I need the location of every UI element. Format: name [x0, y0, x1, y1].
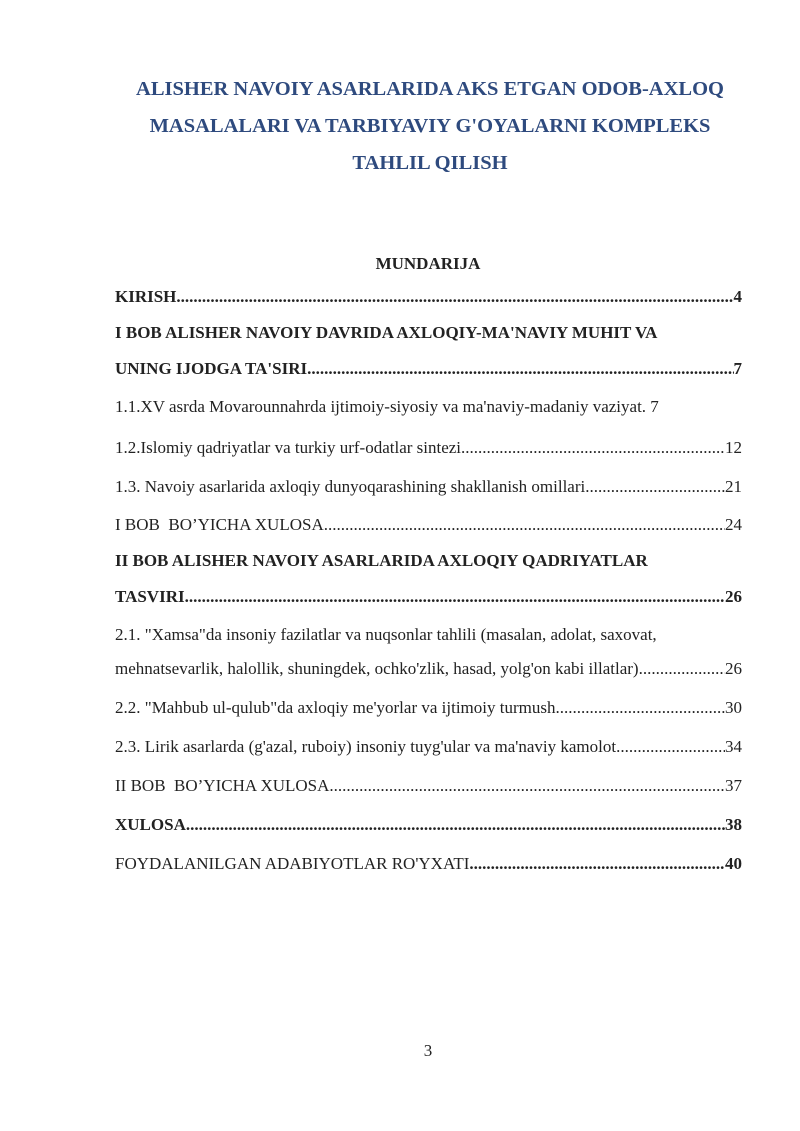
- toc-entry-kirish[interactable]: [115, 283, 742, 307]
- leader-dots: [616, 737, 725, 757]
- title-line-3: TAHLIL QILISH: [352, 152, 508, 174]
- toc-section-2-3[interactable]: [115, 733, 742, 757]
- toc-section-2-2[interactable]: [115, 694, 742, 718]
- toc-entry-title: FOYDALANILGAN ADABIYOTLAR RO'YXATI: [115, 854, 470, 873]
- toc-entry-page: 7: [733, 359, 742, 378]
- leader-dots: [329, 776, 725, 796]
- toc-heading: MUNDARIJA: [375, 254, 481, 273]
- toc-entry-page: 4: [733, 287, 742, 306]
- leader-dots: [585, 477, 725, 497]
- toc-entry-page: 26: [725, 587, 742, 606]
- toc-chapter-2-title[interactable]: II BOB ALISHER NAVOIY ASARLARIDA AXLOQIY QADRIYATLAR: [115, 551, 648, 570]
- leader-dots: [186, 815, 725, 835]
- toc-entry-title: UNING IJODGA TA'SIRI: [115, 359, 308, 378]
- toc-entry-title: I BOB BO’YICHA XULOSA: [115, 515, 324, 534]
- toc-section-1-3[interactable]: [115, 473, 742, 497]
- toc-entry-title: TASVIRI: [115, 587, 185, 606]
- toc-section-1-1[interactable]: 1.1.XV asrda Movarounnahrda ijtimoiy-siyosiy va ma'naviy-madaniy vaziyat. 7: [115, 397, 659, 416]
- toc-entry-title: mehnatsevarlik, halollik, shuningdek, ochko'zlik, hasad, yolg'on kabi illatlar): [115, 659, 639, 678]
- toc-entry-title: 1.2.Islomiy qadriyatlar va turkiy urf-odatlar sintezi: [115, 438, 462, 457]
- document-title: [100, 71, 760, 182]
- title-line-1: ALISHER NAVOIY ASARLARIDA AKS ETGAN ODOB-AXLOQ: [136, 78, 724, 100]
- leader-dots: [555, 698, 725, 718]
- toc-chapter-1-summary[interactable]: [115, 511, 742, 535]
- toc-entry-xulosa[interactable]: [115, 811, 742, 835]
- toc-entry-references[interactable]: [115, 850, 742, 874]
- toc-entry-page: 12: [725, 438, 742, 457]
- leader-dots: [307, 359, 733, 379]
- toc-chapter-1[interactable]: [115, 355, 742, 379]
- toc-entry-page: 26: [725, 659, 742, 678]
- leader-dots: [461, 438, 725, 458]
- toc-section-1-2[interactable]: [115, 434, 742, 458]
- leader-dots: [185, 587, 725, 607]
- page-number: 3: [423, 1041, 433, 1060]
- leader-dots: [176, 287, 733, 307]
- toc-entry-page: 34: [725, 737, 742, 756]
- toc-chapter-2-summary[interactable]: [115, 772, 742, 796]
- leader-dots: [469, 854, 725, 874]
- toc-entry-page: 40: [725, 854, 742, 873]
- toc-entry-title: 2.2. "Mahbub ul-qulub"da axloqiy me'yorlar va ijtimoiy turmush: [115, 698, 556, 717]
- toc-entry-title: II BOB BO’YICHA XULOSA: [115, 776, 330, 795]
- toc-chapter-1-title[interactable]: I BOB ALISHER NAVOIY DAVRIDA AXLOQIY-MA'NAVIY MUHIT VA: [115, 323, 658, 342]
- toc-entry-title: 2.3. Lirik asarlarda (g'azal, ruboiy) insoniy tuyg'ular va ma'naviy kamolot: [115, 737, 617, 756]
- toc-entry-page: 37: [725, 776, 742, 795]
- toc-entry-title: XULOSA: [115, 815, 186, 834]
- title-line-2: MASALALARI VA TARBIYAVIY G'OYALARNI KOMPLEKS: [149, 115, 711, 137]
- toc-entry-title: 1.3. Navoiy asarlarida axloqiy dunyoqarashining shakllanish omillari: [115, 477, 586, 496]
- leader-dots: [324, 515, 725, 535]
- leader-dots: [639, 659, 725, 679]
- toc-entry-page: 38: [725, 815, 742, 834]
- toc-entry-page: 21: [725, 477, 742, 496]
- toc-entry-page: 24: [725, 515, 742, 534]
- toc-section-2-1[interactable]: [115, 655, 742, 679]
- toc-section-2-1-title[interactable]: 2.1. "Xamsa"da insoniy fazilatlar va nuqsonlar tahlili (masalan, adolat, saxovat,: [115, 625, 657, 644]
- toc-chapter-2[interactable]: [115, 583, 742, 607]
- toc-entry-title: KIRISH: [115, 287, 177, 306]
- toc-entry-page: 30: [725, 698, 742, 717]
